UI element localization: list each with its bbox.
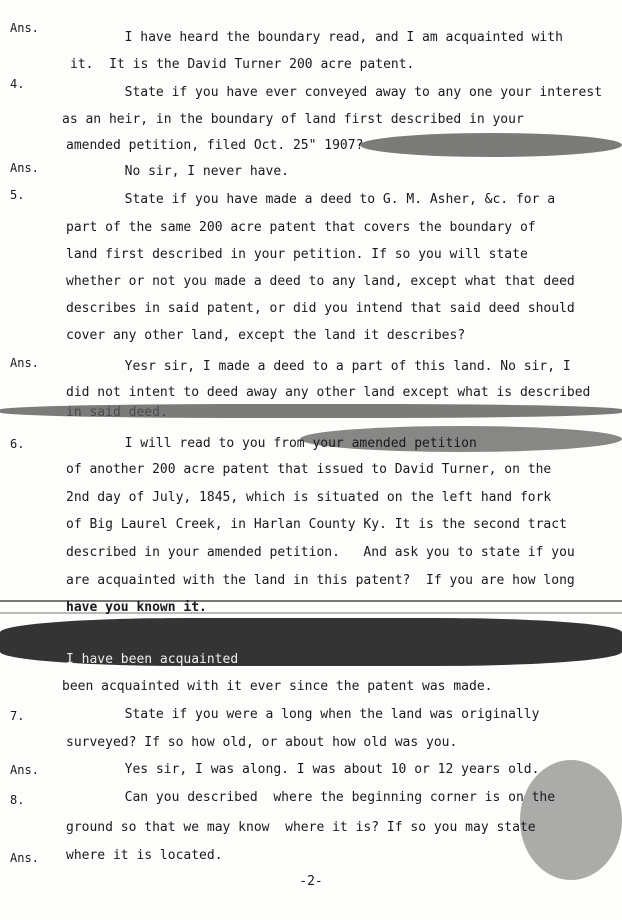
text-line: describes in said patent, or did you intend that said deed should [66,301,575,316]
text-line: 2nd day of July, 1845, which is situated on the left hand fork [66,490,552,505]
label: 8. [10,793,25,807]
text-line: ground so that we may know where it is? If so you may state [66,820,536,835]
text-line: it. It is the David Turner 200 acre patent. [70,57,415,72]
text-line: are acquainted with the land in this patent? If you are how long [66,573,575,588]
label: 4. [10,77,25,91]
label: 5. [10,188,25,202]
text-line: in said deed. [66,405,168,420]
text-line: of Big Laurel Creek, in Harlan County Ky. It is the second tract [66,517,567,532]
text-line: State if you were a long when the land was originally [62,707,540,722]
label: Ans. [10,21,39,35]
text-line: amended petition, filed Oct. 25" 1907? [66,138,364,153]
text-line: whether or not you made a deed to any land, except what that deed [66,274,575,289]
label: Ans. [10,161,39,175]
label: 6. [10,437,25,451]
text-line: described in your amended petition. And ask you to state if you [66,545,575,560]
text-line: No sir, I never have. [62,164,289,179]
label: Ans. [10,851,39,865]
scan-smear [360,133,622,157]
text-line: Can you described where the beginning corner is on the [62,790,556,805]
label: Ans. [10,763,39,777]
text-line: as an heir, in the boundary of land first described in your [62,112,524,127]
text-line: Yes sir, I was along. I was about 10 or 12 years old. [62,762,540,777]
text-line: have you known it. [66,600,207,615]
text-line: I have heard the boundary read, and I am acquainted with [62,30,563,45]
text-line: I will read to you from your amended petition [62,436,477,451]
text-line: State if you have ever conveyed away to any one your interest [62,85,603,100]
label: Ans. [10,356,39,370]
text-line: of another 200 acre patent that issued to David Turner, on the [66,462,552,477]
text-line: where it is located. [66,848,223,863]
page-number: -2- [299,874,323,889]
text-line: did not intent to deed away any other land except what is described [66,385,591,400]
text-line: I have been acquainted [66,652,239,667]
text-line: land first described in your petition. If so you will state [66,247,528,262]
text-line: State if you have made a deed to G. M. Asher, &c. for a [62,192,556,207]
text-line: Yesr sir, I made a deed to a part of this land. No sir, I [62,359,571,374]
label: 7. [10,709,25,723]
text-line: cover any other land, except the land it describes? [66,328,466,343]
text-line: been acquainted with it ever since the patent was made. [62,679,493,694]
text-line: part of the same 200 acre patent that covers the boundary of [66,220,536,235]
text-line: surveyed? If so how old, or about how old was you. [66,735,458,750]
